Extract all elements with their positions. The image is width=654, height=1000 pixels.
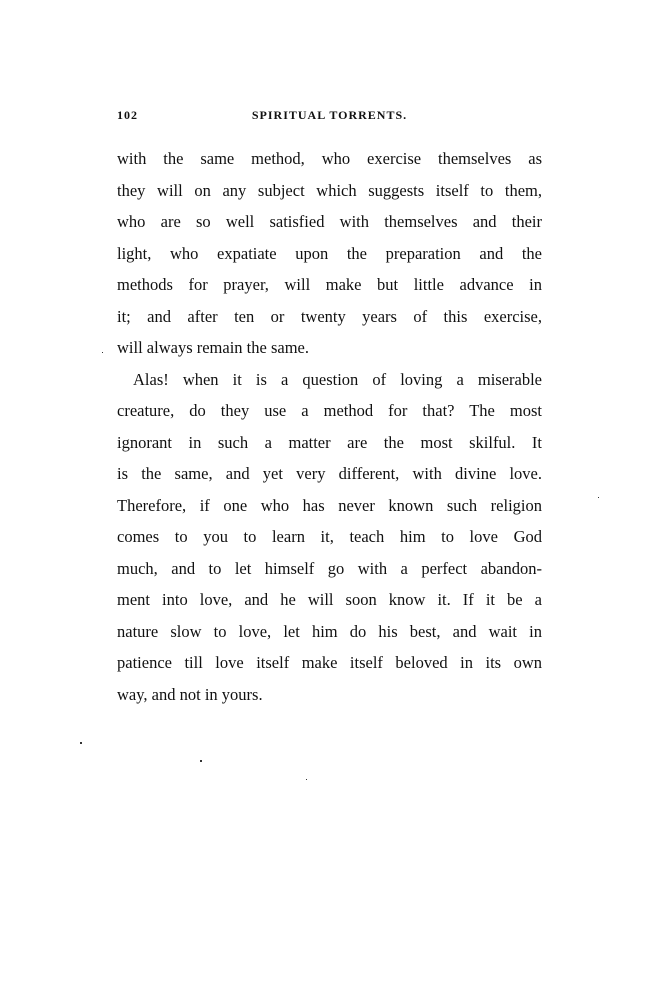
- text-line: is the same, and yet very different, with divine love.: [117, 464, 542, 483]
- page-body: [117, 143, 542, 710]
- text-line: ment into love, and he will soon know it. If it be a: [117, 590, 542, 609]
- page-number: 102: [117, 108, 138, 122]
- text-line: ignorant in such a matter are the most skilful. It: [117, 432, 542, 452]
- text-line: patience till love itself make itself beloved in its own: [117, 653, 542, 672]
- paragraph: [117, 364, 542, 711]
- scan-speck: [598, 497, 599, 498]
- text-line: nature slow to love, let him do his best, and wait in: [117, 621, 542, 641]
- text-line: much, and to let himself go with a perfect abandon-: [117, 558, 542, 578]
- text-line: methods for prayer, will make but little advance in: [117, 275, 542, 294]
- scan-speck: [200, 760, 202, 762]
- scan-speck: [102, 352, 103, 353]
- paragraph: [117, 143, 542, 364]
- text-line: they will on any subject which suggests itself to them,: [117, 180, 542, 200]
- running-title: SPIRITUAL TORRENTS.: [251, 108, 408, 122]
- running-header: [117, 108, 542, 128]
- text-line: it; and after ten or twenty years of this exercise,: [117, 306, 542, 326]
- text-line: way, and not in yours.: [117, 684, 263, 704]
- text-line: who are so well satisfied with themselves and their: [117, 212, 542, 231]
- scan-speck: [80, 742, 82, 744]
- text-line: creature, do they use a method for that? The most: [117, 401, 542, 420]
- text-line: will always remain the same.: [117, 338, 309, 357]
- text-line: light, who expatiate upon the preparation and the: [117, 243, 542, 263]
- text-line: Therefore, if one who has never known such religion: [117, 495, 542, 515]
- text-line: Alas! when it is a question of loving a miserable: [133, 369, 542, 389]
- text-line: comes to you to learn it, teach him to love God: [117, 527, 542, 546]
- scan-speck: [306, 779, 307, 780]
- text-line: with the same method, who exercise themselves as: [117, 149, 542, 168]
